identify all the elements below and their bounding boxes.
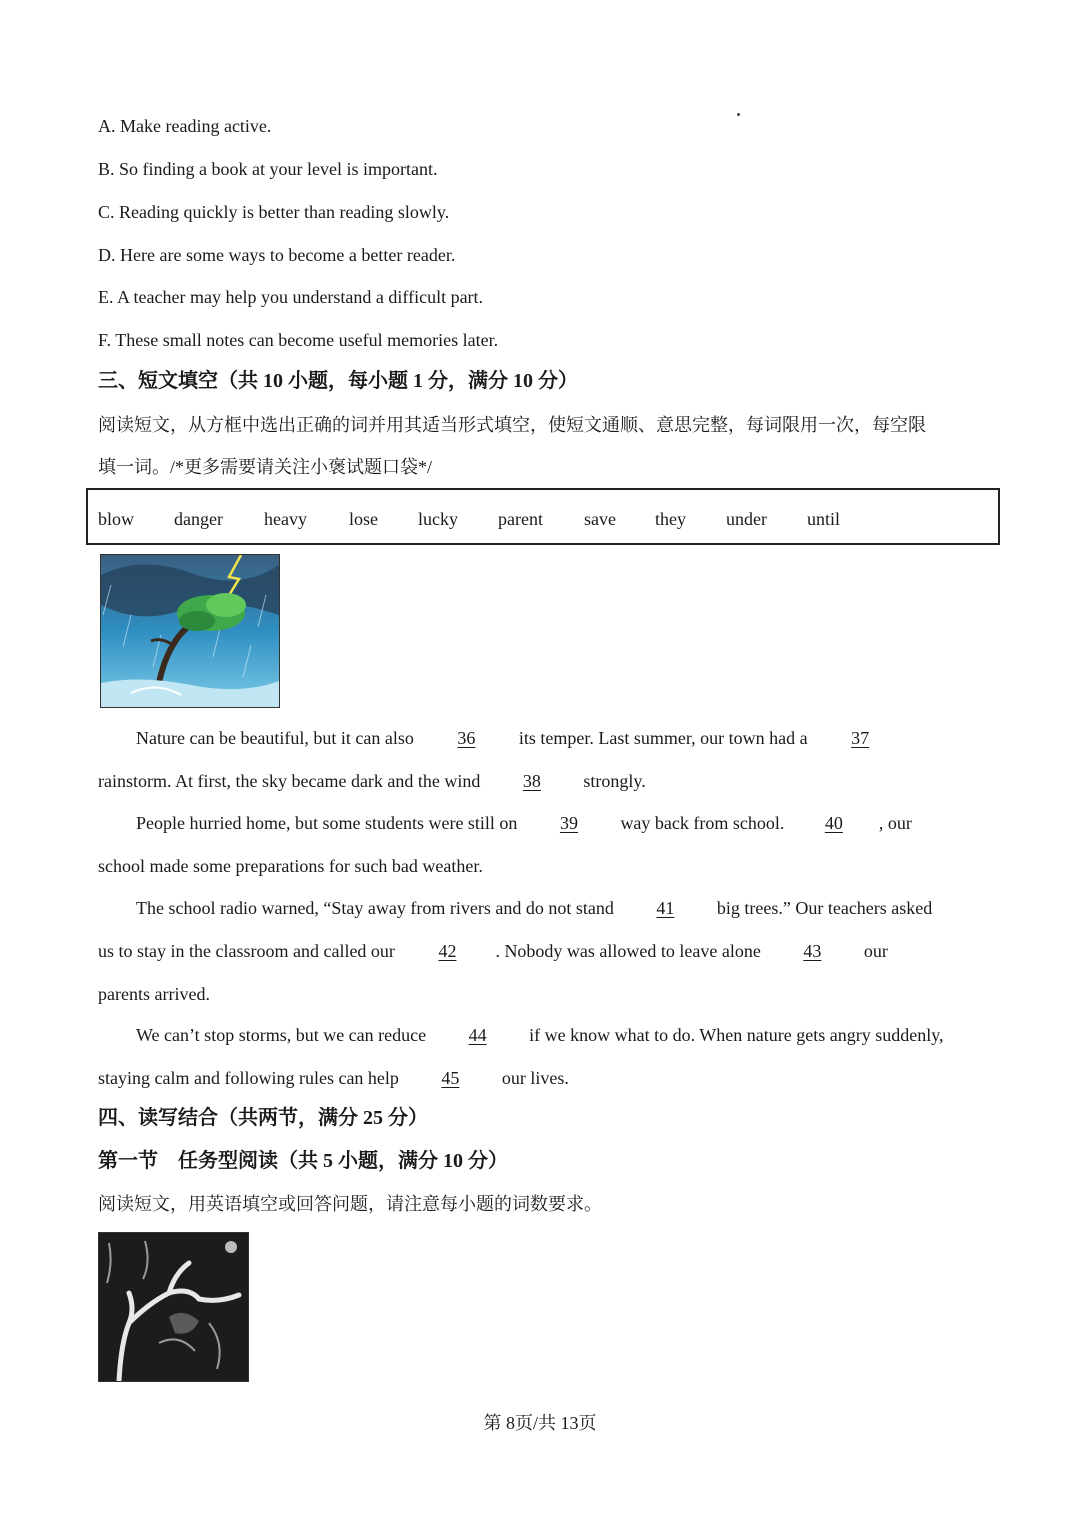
word-bank-item: under [726, 509, 767, 529]
passage-line [98, 855, 483, 877]
passage-text: . Nobody was allowed to leave alone [495, 941, 761, 961]
passage-line [98, 940, 888, 962]
page-footer: 第 8页/共 13页 [483, 1413, 597, 1433]
word-bank-box [86, 488, 1000, 545]
passage-line [98, 1067, 569, 1089]
word-bank-item: blow [98, 509, 134, 529]
blank-42[interactable]: 42 [438, 941, 457, 961]
passage-text: school made some preparations for such bad weather. [98, 856, 483, 876]
option-c: C. Reading quickly is better than reading slowly. [98, 202, 450, 222]
section4-heading: 四、读写结合（共两节，满分 25 分） [98, 1107, 428, 1129]
word-bank-item: lucky [418, 509, 458, 529]
word-bank-item: they [655, 509, 686, 529]
word-bank-item: until [807, 509, 841, 529]
passage-text: if we know what to do. When nature gets angry suddenly, [529, 1025, 944, 1045]
word-bank-item: danger [174, 509, 223, 529]
blank-37[interactable]: 37 [851, 728, 870, 748]
passage-text: our [863, 941, 888, 961]
passage-text: big trees.” Our teachers asked [716, 898, 933, 918]
blank-43[interactable]: 43 [803, 941, 822, 961]
option-d: D. Here are some ways to become a better reader. [98, 245, 456, 265]
passage-text: People hurried home, but some students were still on [136, 813, 518, 833]
passage-text: its temper. Last summer, our town had a [518, 728, 808, 748]
blank-44[interactable]: 44 [468, 1025, 487, 1045]
passage-line [136, 897, 932, 919]
passage-text: rainstorm. At first, the sky became dark and the wind [98, 771, 481, 791]
speck [737, 113, 740, 116]
passage-text: way back from school. [620, 813, 785, 833]
option-f: F. These small notes can become useful memories later. [98, 330, 499, 350]
section3-instruction-2: 填一词。/*更多需要请关注小褒试题口袋*/ [98, 457, 433, 477]
passage-line [136, 1024, 944, 1046]
section4-subheading: 第一节 任务型阅读（共 5 小题，满分 10 分） [98, 1150, 508, 1172]
passage-text: parents arrived. [98, 984, 210, 1004]
word-bank-item: lose [349, 509, 378, 529]
passage-line [136, 812, 912, 834]
passage-text: our lives. [501, 1068, 569, 1088]
passage-text: , our [878, 813, 912, 833]
storm-tree-illustration [100, 554, 280, 708]
blank-41[interactable]: 41 [656, 898, 675, 918]
passage-line [136, 727, 908, 749]
section3-heading: 三、短文填空（共 10 小题，每小题 1 分，满分 10 分） [98, 370, 578, 392]
night-illustration [98, 1232, 249, 1382]
passage-text: The school radio warned, “Stay away from rivers and do not stand [136, 898, 614, 918]
blank-39[interactable]: 39 [559, 813, 578, 833]
passage-text: strongly. [583, 771, 646, 791]
section3-instruction-1: 阅读短文，从方框中选出正确的词并用其适当形式填空，使短文通顺、意思完整，每词限用一次，每空限 [98, 415, 926, 435]
word-bank-item: heavy [264, 509, 307, 529]
option-b: B. So finding a book at your level is important. [98, 159, 438, 179]
passage-text: Nature can be beautiful, but it can also [136, 728, 414, 748]
passage-text: We can’t stop storms, but we can reduce [136, 1025, 427, 1045]
section4-instruction: 阅读短文，用英语填空或回答问题，请注意每小题的词数要求。 [98, 1194, 602, 1214]
passage-line [98, 770, 646, 792]
word-bank-item: save [584, 509, 616, 529]
blank-40[interactable]: 40 [824, 813, 843, 833]
word-bank-item: parent [498, 509, 543, 529]
blank-45[interactable]: 45 [441, 1068, 460, 1088]
option-a: A. Make reading active. [98, 116, 272, 136]
passage-text: us to stay in the classroom and called our [98, 941, 395, 961]
passage-text: staying calm and following rules can help [98, 1068, 399, 1088]
blank-36[interactable]: 36 [457, 728, 476, 748]
passage-line [98, 983, 210, 1005]
option-e: E. A teacher may help you understand a difficult part. [98, 287, 484, 307]
blank-38[interactable]: 38 [522, 771, 541, 791]
